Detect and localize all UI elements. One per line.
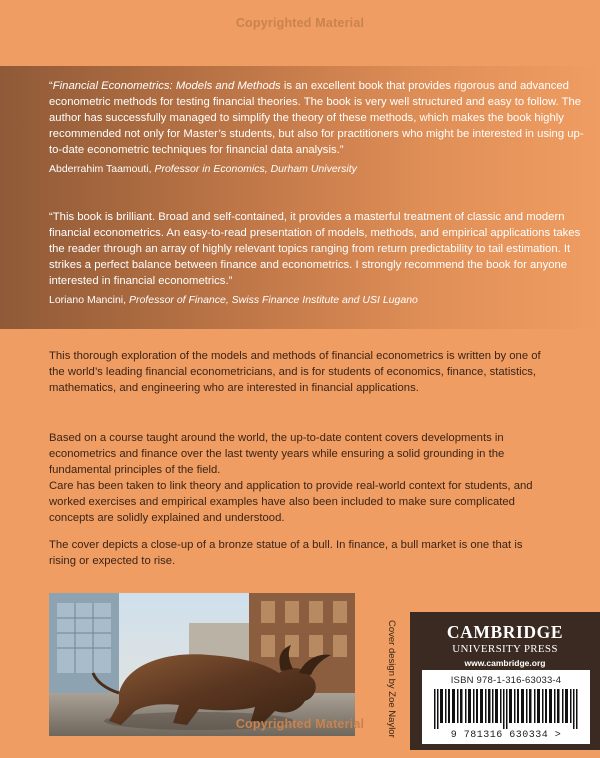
barcode-box [422,670,590,744]
bull-statue-photo [49,593,355,736]
endorsement-2-name: Loriano Mancini, [49,294,129,307]
endorsement-1-quote-text: is an excellent book that provides rigorous and advanced econometric methods for testing financial theories. The book is very well structured and easy to follow. The author has successfully managed to simplify the theory of these methods, which makes the book highly recommended not only for Master’s students, but also for practitioners who might be interested in using up-to-date econometric techniques for financial data analysis.” [49,80,584,157]
endorsement-1-quote: “Financial Econometrics: Models and Methods is an excellent book that provides rigorous and advanced econometric methods for testing financial theories. The book is very well structured and easy to follow. The author has successfully managed to simplify the theory of these methods, which makes the book highly recommended not only for Master’s students, but also for practitioners who might be interested in using up-to-date econometric techniques for financial data analysis.” [49,80,584,157]
copyright-watermark-bottom: Copyrighted Material [235,717,365,731]
isbn-label: ISBN 978-1-316-63033-4 [450,675,562,686]
bull-statue-illustration [49,593,355,736]
endorsement-1-affiliation: Professor in Economics, Durham University [154,163,357,176]
publisher-url: www.cambridge.org [464,658,546,668]
copyright-watermark-top: Copyrighted Material [235,16,365,30]
cover-design-credit: Cover design by Zoe Naylor [386,620,397,738]
publisher-name: CAMBRIDGE [446,622,564,642]
endorsement-2-affiliation: Professor of Finance, Swiss Finance Institute and USI Lugano [128,294,418,307]
endorsement-2-quote: “This book is brilliant. Broad and self-contained, it provides a masterful treatment of classic and modern financial econometrics. An easy-to-read presentation of models, methods, and empirical applications takes the reader through an array of highly relevant topics ranging from return predictability to tail estimation. It strikes a perfect balance between finance and econometrics. I strongly recommend the book for anyone interested in financial econometrics.” [49,211,581,288]
description-paragraph-2 [49,430,549,527]
description-text-4: The cover depicts a close-up of a bronze statue of a bull. In finance, a bull market is one that is rising or expected to rise. [49,539,523,568]
endorsement-1-book-title: Financial Econometrics: Models and Methods [52,80,281,92]
endorsement-1-attribution [49,161,589,177]
endorsement-1 [49,78,589,178]
endorsement-2 [49,209,589,309]
endorsement-2-attribution [49,292,589,308]
publisher-press: UNIVERSITY PRESS [452,643,558,655]
endorsement-1-name: Abderrahim Taamouti, [49,163,155,176]
description-text-3: Care has been taken to link theory and application to provide real-world context for students, and worked exercises and empirical examples have also been included to make sure complicated concepts are solidly explained and understood. [49,480,533,525]
description-paragraph-4 [49,537,549,569]
description-text-1: This thorough exploration of the models and methods of financial econometrics is written by one of the world’s leading financial econometricians, and is for students of economics, finance, statistics, mathematics, and engineering who are interested in financial applications. [49,350,541,395]
description-paragraph-1 [49,348,549,396]
description-text-2: Based on a course taught around the world, the up-to-date content covers developments in econometrics and finance over the last twenty years while ensuring a solid grounding in the fundamental principles of the field. [49,432,505,477]
barcode-digits: 9 781316 630334 > [450,730,562,741]
